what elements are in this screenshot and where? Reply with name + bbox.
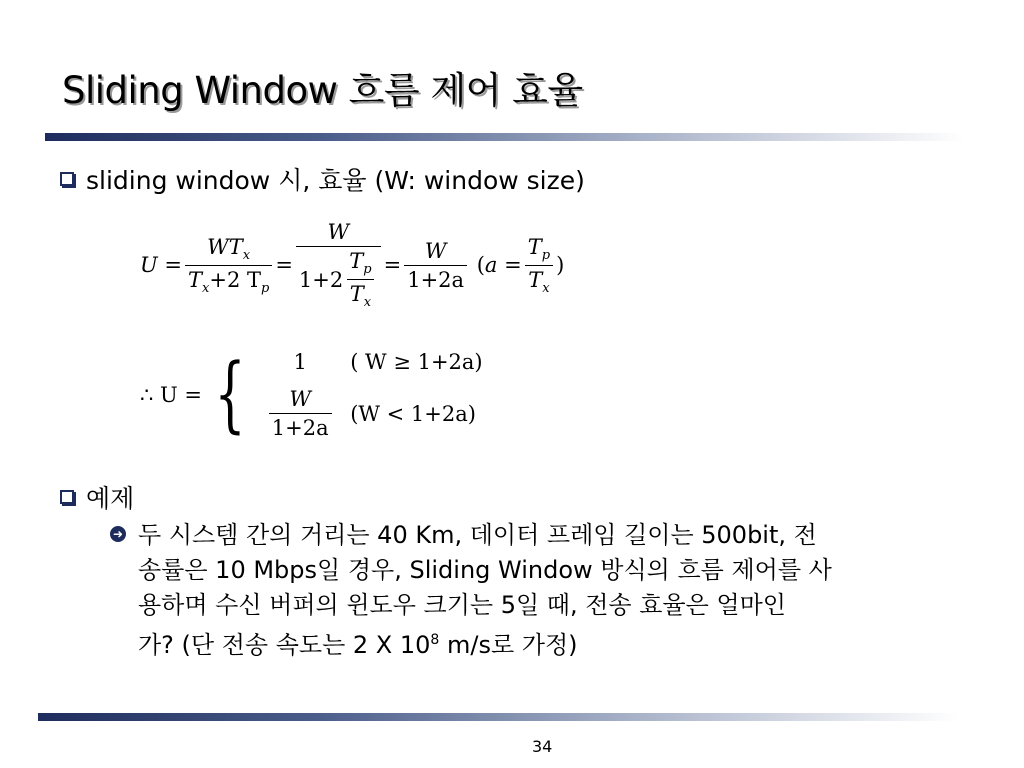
bullet-text: 예제	[86, 484, 135, 513]
problem-text: 두 시스템 간의 거리는 40 Km, 데이터 프레임 길이는 500bit, 전 송률은 10 Mbps일 경우, Sliding Window 방식의 흐름 제어를 사 용하며 수신 버퍼의 윈도우 크기는 5일 때, 전송 효율은 얼마인 가? (단 전송 속도는 2 X $10^8$ m/s로 가정)	[138, 521, 832, 659]
utilization-cases-formula: ∴ U = { 1 ( W ≥ 1+2a) $\frac{W}{1+2a}$ (W < 1+2a)	[140, 347, 483, 442]
example-problem	[110, 518, 938, 663]
title-divider	[45, 133, 965, 141]
footer-divider	[38, 713, 958, 721]
circle-arrow-icon: ➜	[110, 526, 126, 542]
hollow-square-icon	[60, 172, 74, 186]
bullet-example	[60, 479, 134, 515]
bullet-text: sliding window 시, 효율 (W: window size)	[86, 166, 585, 195]
hollow-square-icon	[60, 490, 74, 504]
efficiency-formula: U = $\frac{WT_x}{T_x+2 T_p}$ = W 1+2 $\frac{T_p}{T_x}$ = $\frac{W}{1+2a}$ ( a = $\frac{T_p}{T_x}$ )	[140, 220, 565, 311]
slide-title: Sliding Window 흐름 제어 효율	[62, 69, 583, 112]
bullet-efficiency	[60, 161, 585, 197]
page-number: 34	[532, 737, 553, 756]
